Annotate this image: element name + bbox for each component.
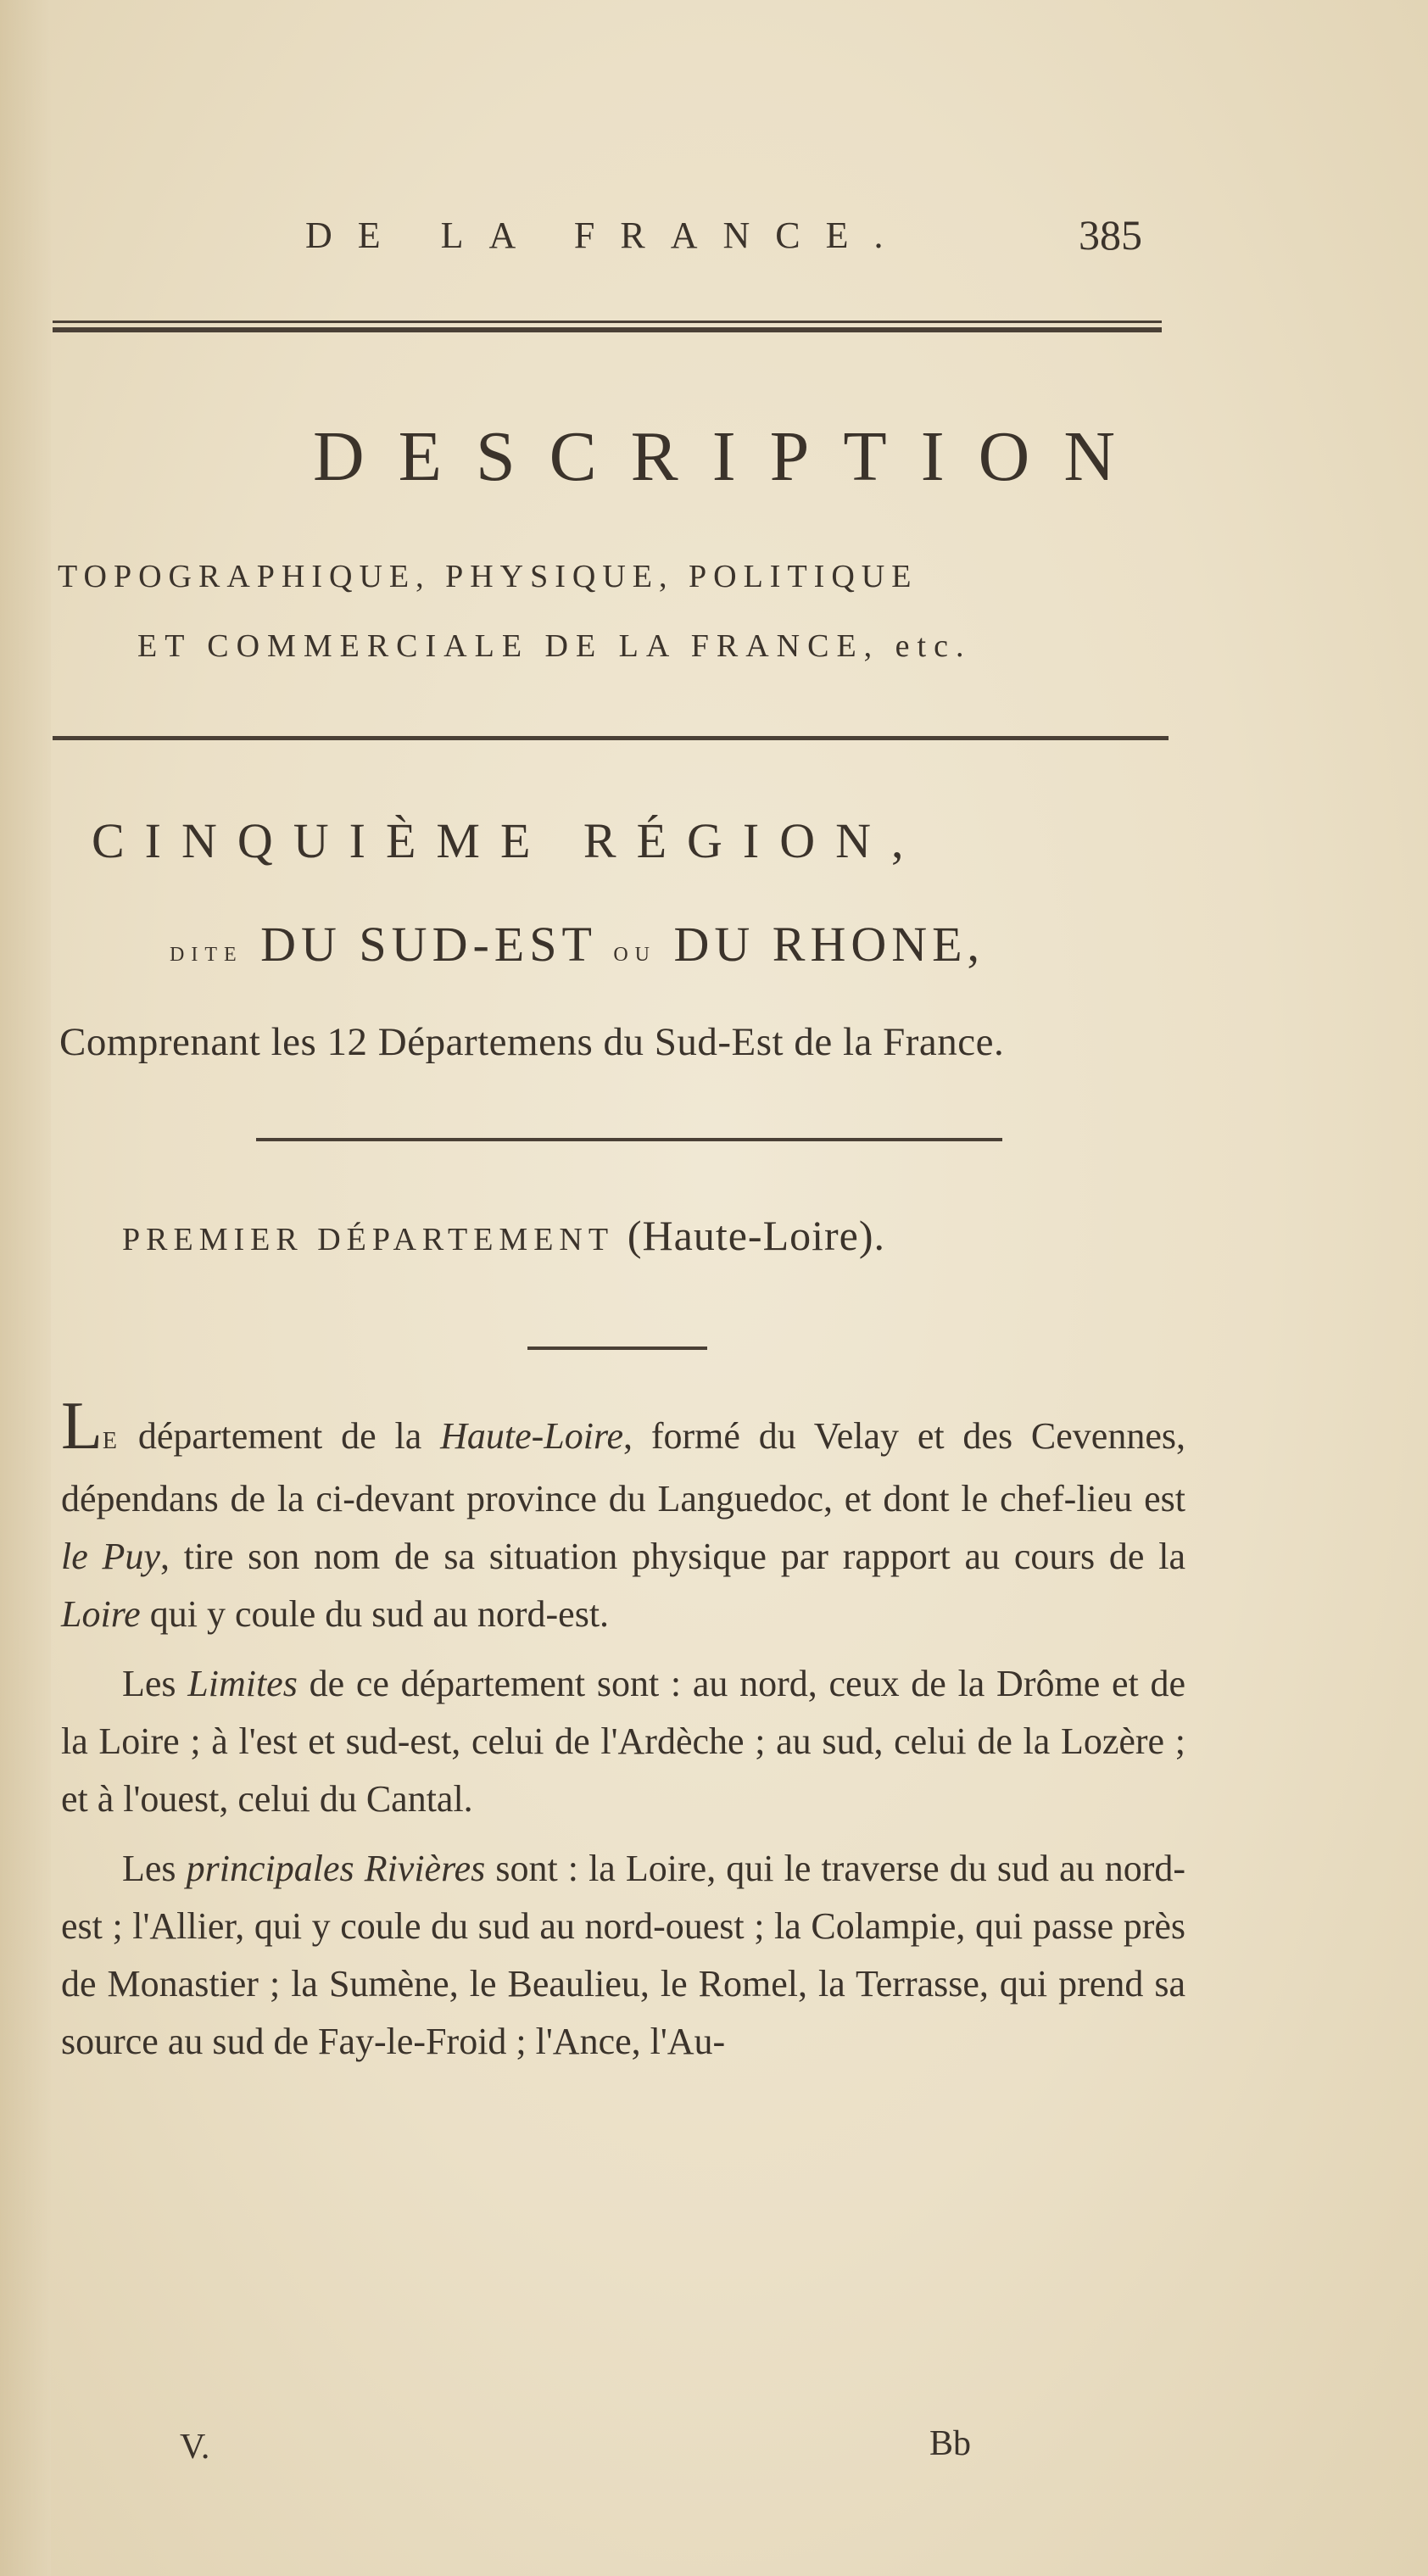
signature-mark: V. [180, 2428, 210, 2467]
italic-run: Loire [61, 1593, 141, 1635]
region-name-1: DU SUD-EST [260, 917, 596, 972]
page-gutter-shadow [0, 0, 51, 2576]
page-number: 385 [1079, 211, 1142, 259]
text-run: de ce département sont : au nord, ceux de la Drôme et de la Loire ; à l'est et sud-est, celui de l'Ardèche ; au sud, celui de la Lozère ; et à l'ouest, celui du Cantal. [61, 1663, 1185, 1820]
ou-word: OU [613, 944, 657, 966]
paragraph-3 [61, 1840, 1185, 2071]
short-rule [527, 1347, 707, 1350]
region-title: CINQUIÈME RÉGION, [92, 813, 924, 868]
italic-run: principales Rivières [186, 1848, 486, 1889]
text-run: , formé du Velay et des Cevennes, dépendans de la ci-devant province du Languedoc, et dont le chef-lieu est [61, 1415, 1185, 1519]
running-head: DE LA FRANCE. [305, 215, 909, 256]
catchword: Bb [929, 2424, 972, 2463]
italic-run: le Puy [61, 1536, 160, 1577]
italic-run: Haute-Loire [440, 1415, 623, 1457]
region-subtitle [170, 916, 985, 973]
subtitle-line-1: TOPOGRAPHIQUE, PHYSIQUE, POLITIQUE [58, 559, 918, 594]
region-name-2: DU RHONE, [673, 917, 985, 972]
drop-cap: L [61, 1389, 103, 1464]
paragraph-1 [61, 1389, 1185, 1643]
header-double-rule [53, 321, 1162, 332]
main-title: DESCRIPTION [312, 417, 1150, 496]
section-rule [53, 736, 1169, 740]
text-run: Les [122, 1663, 188, 1704]
region-description: Comprenant les 12 Départemens du Sud-Est de la France. [59, 1020, 1005, 1064]
italic-run: Limites [187, 1663, 298, 1704]
text-run: sont : la Loire, qui le traverse du sud au nord-est ; l'Allier, qui y coule du sud au nord-ouest ; la Colampie, qui passe près de Monastier ; la Sumène, le Beaulieu, le Romel, la Terrasse, qui prend sa source au sud de Fay-le-Froid ; l'Ance, l'Au- [61, 1848, 1185, 2062]
subtitle-line-2: ET COMMERCIALE DE LA FRANCE, etc. [137, 628, 972, 664]
region-rule [256, 1138, 1002, 1141]
text-run: qui y coule du sud au nord-est. [140, 1593, 610, 1635]
department-heading [122, 1211, 885, 1260]
text-run: département de la [119, 1415, 441, 1457]
body-text [61, 1389, 1185, 2083]
text-run: , tire son nom de sa situation physique par rapport au cours de la [159, 1536, 1185, 1577]
small-cap: E [102, 1428, 120, 1454]
paragraph-2 [61, 1655, 1185, 1828]
dite-word: DITE [170, 944, 243, 966]
text-run: Les [122, 1848, 187, 1889]
department-label: PREMIER DÉPARTEMENT [122, 1222, 614, 1257]
department-name: (Haute-Loire). [627, 1212, 886, 1259]
